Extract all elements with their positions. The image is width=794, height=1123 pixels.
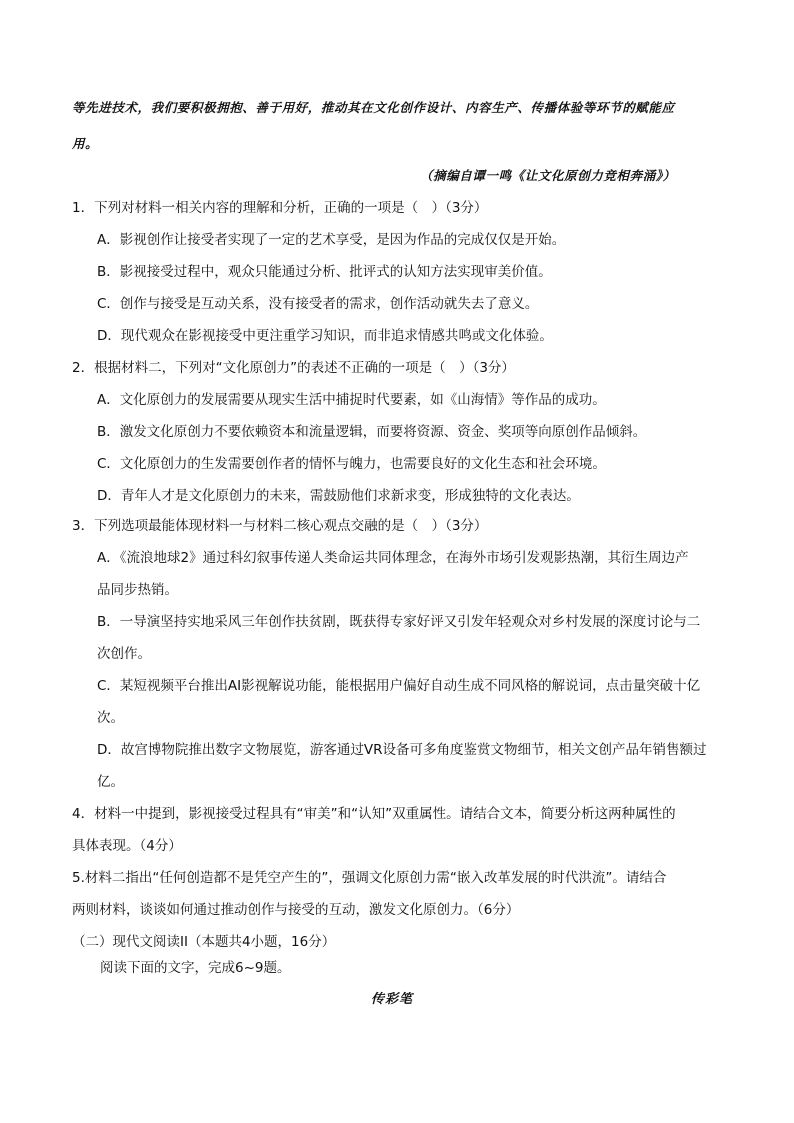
question-3-option-d-line1: D．故宫博物院推出数字文物展览，游客通过VR设备可多角度鉴赏文物细节，相关文创产品年销售额过	[97, 742, 707, 758]
question-1-stem: 1．下列对材料一相关内容的理解和分析，正确的一项是（ ）（3分）	[72, 200, 488, 216]
story-title: 传彩笔	[371, 992, 414, 1007]
question-5-line2: 两则材料，谈谈如何通过推动创作与接受的互动，激发文化原创力。（6分）	[72, 902, 520, 918]
question-3-option-a-line1: A．《流浪地球2》通过科幻叙事传递人类命运共同体理念，在海外市场引发观影热潮，其衍生周边产	[97, 550, 689, 566]
question-3-option-a-line2: 品同步热销。	[97, 582, 178, 598]
question-5-line1: 5.材料二指出“任何创造都不是凭空产生的”，强调文化原创力需“嵌入改革发展的时代洪流”。请结合	[72, 870, 667, 886]
section-2-instruction: 阅读下面的文字，完成6~9题。	[100, 960, 291, 976]
question-1-option-a: A．影视创作让接受者实现了一定的艺术享受，是因为作品的完成仅仅是开始。	[97, 232, 566, 248]
question-2-option-c: C．文化原创力的生发需要创作者的情怀与魄力，也需要良好的文化生态和社会环境。	[97, 456, 606, 472]
question-2-option-b: B．激发文化原创力不要依赖资本和流量逻辑，而要将资源、资金、奖项等向原创作品倾斜。	[97, 424, 647, 440]
question-2-option-a: A．文化原创力的发展需要从现实生活中捕捉时代要素，如《山海情》等作品的成功。	[97, 392, 606, 408]
question-3-option-c-line2: 次。	[97, 710, 124, 726]
question-3-option-b-line1: B．一导演坚持实地采风三年创作扶贫剧，既获得专家好评又引发年轻观众对乡村发展的深度讨论与二	[97, 614, 701, 630]
question-1-option-b: B．影视接受过程中，观众只能通过分析、批评式的认知方法实现审美价值。	[97, 264, 552, 280]
passage-continuation-line1: 等先进技术，我们要积极拥抱、善于用好，推动其在文化创作设计、内容生产、传播体验等环节的赋能应	[72, 100, 675, 115]
passage-continuation-line2: 用。	[72, 136, 99, 151]
question-2-stem: 2．根据材料二，下列对“文化原创力”的表述不正确的一项是（ ）（3分）	[72, 360, 515, 376]
question-2-option-d: D．青年人才是文化原创力的未来，需鼓励他们求新求变，形成独特的文化表达。	[97, 488, 580, 504]
question-3-stem: 3．下列选项最能体现材料一与材料二核心观点交融的是（ ）（3分）	[72, 518, 488, 534]
question-3-option-c-line1: C．某短视频平台推出AI影视解说功能，能根据用户偏好自动生成不同风格的解说词，点击量突破十亿	[97, 678, 701, 694]
question-3-option-b-line2: 次创作。	[97, 646, 151, 662]
passage-source: （摘编自谭一鸣《让文化原创力竞相奔涌》）	[420, 168, 676, 183]
section-2-heading: （二）现代文阅读II（本题共4小题，16分）	[72, 934, 336, 950]
question-4-line2: 具体表现。（4分）	[72, 838, 182, 854]
question-1-option-d: D．现代观众在影视接受中更注重学习知识，而非追求情感共鸣或文化体验。	[97, 328, 553, 344]
question-4-line1: 4．材料一中提到，影视接受过程具有“审美”和“认知”双重属性。请结合文本，简要分析这两种属性的	[72, 806, 676, 822]
question-1-option-c: C．创作与接受是互动关系，没有接受者的需求，创作活动就失去了意义。	[97, 296, 539, 312]
question-3-option-d-line2: 亿。	[97, 774, 124, 790]
